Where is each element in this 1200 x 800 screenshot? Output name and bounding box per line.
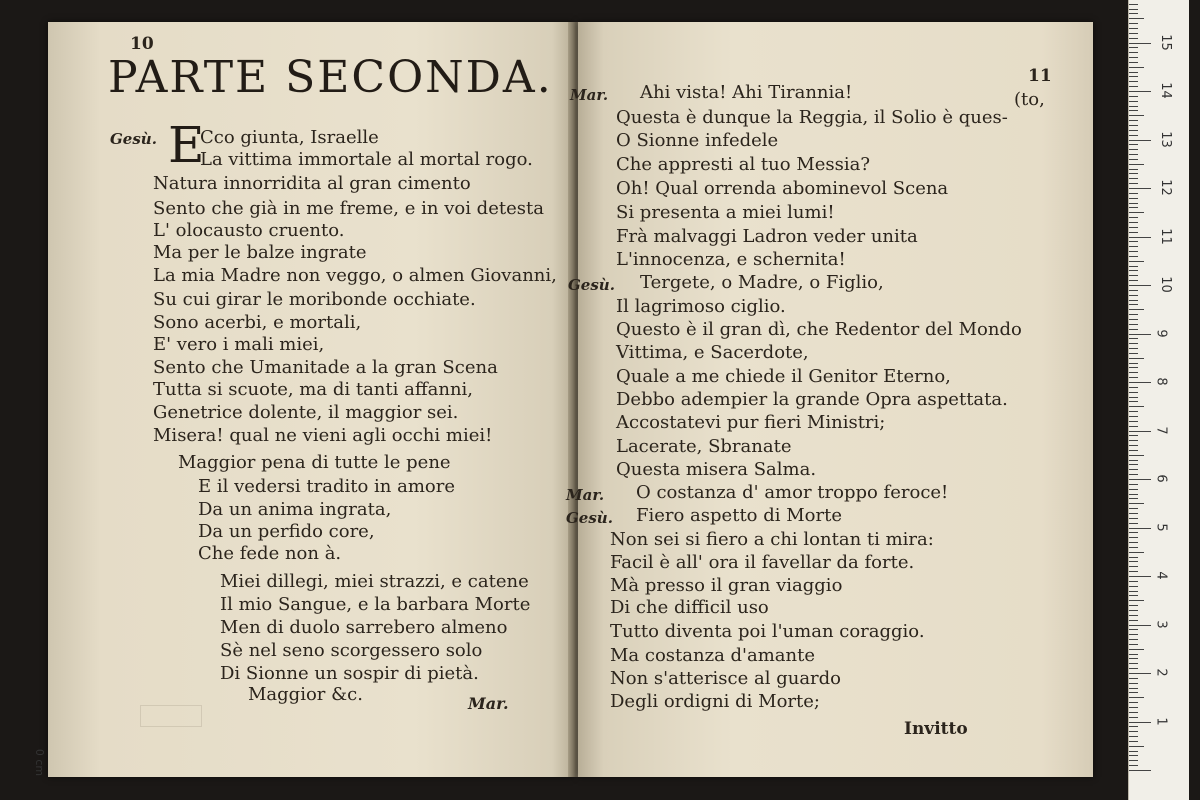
verse-line: Sono acerbi, e mortali, — [153, 312, 362, 333]
library-stamp — [140, 705, 202, 727]
ruler-tick — [1129, 639, 1138, 640]
ruler-tick — [1129, 144, 1138, 145]
ruler-tick — [1129, 489, 1138, 490]
ruler-tick — [1129, 125, 1138, 126]
ruler-tick — [1129, 644, 1138, 645]
verse-line: Sè nel seno scorgessero solo — [220, 640, 483, 661]
verse-line: O Sionne infedele — [616, 130, 779, 151]
ruler-tick — [1129, 140, 1151, 141]
ruler-tick — [1129, 135, 1138, 136]
open-book — [48, 22, 1093, 777]
ruler-tick — [1129, 149, 1138, 150]
ruler-tick — [1129, 455, 1144, 456]
ruler-tick — [1129, 377, 1138, 378]
ruler-tick — [1129, 372, 1138, 373]
ruler-number: 6 — [1153, 474, 1169, 483]
ruler-tick — [1129, 47, 1138, 48]
ruler-tick — [1129, 101, 1138, 102]
ruler-tick — [1129, 532, 1138, 533]
ruler-tick — [1129, 460, 1138, 461]
ruler-tick — [1129, 629, 1138, 630]
ruler-tick — [1129, 334, 1151, 335]
ruler-tick — [1129, 164, 1144, 165]
ruler-tick — [1129, 615, 1138, 616]
verse-line: Debbo adempier la grande Opra aspettata. — [616, 389, 1008, 410]
ruler-tick — [1129, 290, 1138, 291]
verse-line: Mà presso il gran viaggio — [610, 575, 843, 596]
verse-line: Vittima, e Sacerdote, — [616, 342, 809, 363]
ruler-tick — [1129, 668, 1138, 669]
ruler-tick — [1129, 741, 1138, 742]
verse-line: Di che difficil uso — [610, 597, 769, 618]
verse-line: Maggior pena di tutte le pene — [178, 452, 451, 473]
ruler-tick — [1129, 673, 1151, 674]
verse-line: Accostatevi pur fieri Ministri; — [616, 412, 886, 433]
ruler-tick — [1129, 173, 1138, 174]
ruler-number: 1 — [1153, 716, 1169, 726]
ruler-tick — [1129, 416, 1138, 417]
ruler-tick — [1129, 591, 1138, 592]
ruler-tick — [1129, 678, 1138, 679]
ruler-number: 4 — [1153, 571, 1169, 580]
verse-line: Non s'atterisce al guardo — [610, 668, 842, 689]
verse-line: Frà malvaggi Ladron veder unita — [616, 226, 918, 247]
ruler-tick — [1129, 227, 1138, 228]
verse-line: Genetrice dolente, il maggior sei. — [153, 402, 459, 423]
speaker-label: Gesù. — [568, 276, 615, 294]
ruler-tick — [1129, 736, 1138, 737]
ruler-tick — [1129, 620, 1138, 621]
ruler-tick — [1129, 43, 1151, 44]
ruler-tick — [1129, 528, 1151, 529]
verse-line: O costanza d' amor troppo feroce! — [636, 482, 949, 503]
ruler-tick — [1129, 552, 1144, 553]
speaker-label: Mar. — [570, 86, 609, 104]
ruler-tick — [1129, 411, 1138, 412]
ruler-tick — [1129, 760, 1138, 761]
ruler-tick — [1129, 324, 1138, 325]
ruler-tick — [1129, 513, 1138, 514]
verse-line: Di Sionne un sospir di pietà. — [220, 663, 479, 684]
verse-line: Facil è all' ora il favellar da forte. — [610, 552, 915, 573]
ruler-tick — [1129, 440, 1138, 441]
ruler-tick — [1129, 67, 1144, 68]
verse-line: Sento che Umanitade a la gran Scena — [153, 357, 498, 378]
ruler-tick — [1129, 154, 1138, 155]
ruler-tick — [1129, 217, 1138, 218]
ruler-tick — [1129, 450, 1138, 451]
verse-line: Natura innorridita al gran cimento — [153, 173, 471, 194]
ruler-tick — [1129, 392, 1138, 393]
right-page — [566, 22, 1093, 777]
ruler-tick — [1129, 232, 1138, 233]
ruler-tick — [1129, 275, 1138, 276]
verse-line: Fiero aspetto di Morte — [636, 505, 842, 526]
ruler-tick — [1129, 600, 1144, 601]
ruler-tick — [1129, 663, 1138, 664]
verse-line: (to, — [1014, 89, 1045, 110]
ruler-number: 7 — [1153, 425, 1169, 435]
verse-line: Lacerate, Sbranate — [616, 436, 792, 457]
verse-line: Non sei si fiero a chi lontan ti mira: — [610, 529, 934, 550]
ruler-tick — [1129, 770, 1151, 771]
verse-line: Che fede non à. — [198, 543, 342, 564]
ruler-tick — [1129, 343, 1138, 344]
ruler-number: 14 — [1157, 82, 1173, 99]
ruler-tick — [1129, 246, 1138, 247]
ruler-tick — [1129, 474, 1138, 475]
ruler-tick — [1129, 726, 1138, 727]
ruler-tick — [1129, 285, 1151, 286]
ruler-tick — [1129, 581, 1138, 582]
ruler-tick — [1129, 751, 1138, 752]
page-title: PARTE SECONDA. — [108, 52, 553, 103]
ruler-tick — [1129, 731, 1138, 732]
ruler-tick — [1129, 494, 1138, 495]
ruler-tick — [1129, 300, 1138, 301]
ruler-tick — [1129, 38, 1138, 39]
left-page — [48, 22, 573, 777]
verse-line: Ma per le balze ingrate — [153, 242, 367, 263]
verse-line: Si presenta a miei lumi! — [616, 202, 835, 223]
ruler-tick — [1129, 237, 1151, 238]
verse-line: Il mio Sangue, e la barbara Morte — [220, 594, 531, 615]
ruler-tick — [1129, 688, 1138, 689]
verse-line: Che appresti al tuo Messia? — [616, 154, 871, 175]
ruler-tick — [1129, 683, 1138, 684]
ruler-tick — [1129, 348, 1138, 349]
verse-line: Da un anima ingrata, — [198, 499, 392, 520]
ruler-tick — [1129, 363, 1138, 364]
ruler-tick — [1129, 426, 1138, 427]
ruler-number: 12 — [1157, 179, 1173, 196]
ruler-tick — [1129, 707, 1138, 708]
ruler-number: 9 — [1153, 328, 1169, 338]
ruler-tick — [1129, 702, 1138, 703]
drop-cap: E — [168, 116, 205, 174]
verse-line: Ahi vista! Ahi Tirannia! — [640, 82, 853, 103]
ruler-tick — [1129, 435, 1138, 436]
ruler-tick — [1129, 576, 1151, 577]
ruler-tick — [1129, 9, 1138, 10]
ruler-tick — [1129, 484, 1138, 485]
ruler-tick — [1129, 479, 1151, 480]
ruler-tick — [1129, 722, 1151, 723]
ruler-tick — [1129, 23, 1138, 24]
ruler-tick — [1129, 266, 1138, 267]
ruler-tick — [1129, 610, 1138, 611]
ruler-tick — [1129, 81, 1138, 82]
ruler-tick — [1129, 106, 1138, 107]
ruler-tick — [1129, 62, 1138, 63]
speaker-label: Mar. — [566, 486, 605, 504]
verse-line: Tergete, o Madre, o Figlio, — [640, 272, 884, 293]
ruler-tick — [1129, 537, 1138, 538]
verse-line: E' vero i mali miei, — [153, 334, 325, 355]
ruler-tick — [1129, 595, 1138, 596]
ruler-tick — [1129, 717, 1138, 718]
ruler-tick — [1129, 188, 1151, 189]
ruler-tick — [1129, 401, 1138, 402]
ruler-tick — [1129, 338, 1138, 339]
ruler-tick — [1129, 169, 1138, 170]
verse-line: Questa è dunque la Reggia, il Solio è ques- — [616, 107, 1008, 128]
verse-line: Ma costanza d'amante — [610, 645, 816, 666]
ruler-tick — [1129, 755, 1138, 756]
speaker-label: Gesù. — [110, 130, 157, 148]
ruler-tick — [1129, 353, 1138, 354]
ruler-tick — [1129, 222, 1138, 223]
ruler-tick — [1129, 431, 1151, 432]
ruler-number: 3 — [1153, 619, 1169, 629]
ruler-tick — [1129, 314, 1138, 315]
catchword: Mar. — [468, 694, 509, 713]
verse-line: Degli ordigni di Morte; — [610, 691, 820, 712]
verse-line: Tutta si scuote, ma di tanti affanni, — [153, 379, 474, 400]
verse-line: Quale a me chiede il Genitor Eterno, — [616, 366, 951, 387]
ruler-tick — [1129, 18, 1144, 19]
ruler-tick — [1129, 178, 1138, 179]
ruler-tick — [1129, 586, 1138, 587]
verse-line: Su cui girar le moribonde occhiate. — [153, 289, 476, 310]
ruler-tick — [1129, 712, 1138, 713]
ruler-tick — [1129, 358, 1144, 359]
measuring-ruler — [1128, 0, 1189, 800]
ruler-tick — [1129, 406, 1144, 407]
ruler-tick — [1129, 382, 1151, 383]
ruler-tick — [1129, 110, 1138, 111]
page-number-left: 10 — [130, 34, 154, 54]
ruler-tick — [1129, 183, 1138, 184]
ruler-tick — [1129, 207, 1138, 208]
ruler-tick — [1129, 508, 1138, 509]
ruler-tick — [1129, 697, 1144, 698]
ruler-tick — [1129, 654, 1138, 655]
verse-line: Maggior &c. — [248, 684, 363, 705]
ruler-tick — [1129, 76, 1138, 77]
verse-line: Da un perfido core, — [198, 521, 375, 542]
ruler-tick — [1129, 557, 1138, 558]
ruler-tick — [1129, 765, 1138, 766]
ruler-tick — [1129, 566, 1138, 567]
verse-line: Tutto diventa poi l'uman coraggio. — [610, 621, 925, 642]
ruler-tick — [1129, 542, 1138, 543]
ruler-zero-label: 0 cm — [33, 748, 47, 777]
ruler-tick — [1129, 52, 1138, 53]
ruler-tick — [1129, 387, 1138, 388]
ruler-tick — [1129, 421, 1138, 422]
ruler-tick — [1129, 329, 1138, 330]
ruler-tick — [1129, 251, 1138, 252]
ruler-tick — [1129, 625, 1151, 626]
ruler-tick — [1129, 57, 1138, 58]
verse-line: Cco giunta, Israelle — [200, 127, 379, 148]
ruler-tick — [1129, 692, 1138, 693]
verse-line: Questo è il gran dì, che Redentor del Mondo — [616, 319, 1022, 340]
ruler-tick — [1129, 86, 1138, 87]
ruler-tick — [1129, 256, 1138, 257]
ruler-tick — [1129, 241, 1138, 242]
ruler-tick — [1129, 159, 1138, 160]
ruler-tick — [1129, 193, 1138, 194]
ruler-tick — [1129, 746, 1144, 747]
ruler-number: 5 — [1153, 522, 1169, 532]
ruler-tick — [1129, 270, 1138, 271]
verse-line: Miei dillegi, miei strazzi, e catene — [220, 571, 529, 592]
page-number-right: 11 — [1028, 66, 1052, 86]
ruler-tick — [1129, 469, 1138, 470]
ruler-number: 2 — [1153, 668, 1169, 677]
ruler-tick — [1129, 280, 1138, 281]
ruler-tick — [1129, 72, 1138, 73]
ruler-tick — [1129, 547, 1138, 548]
ruler-tick — [1129, 198, 1138, 199]
verse-line: Questa misera Salma. — [616, 459, 817, 480]
ruler-tick — [1129, 13, 1138, 14]
ruler-tick — [1129, 658, 1138, 659]
ruler-number: 15 — [1157, 33, 1173, 51]
ruler-tick — [1129, 4, 1138, 5]
ruler-number: 11 — [1157, 227, 1173, 245]
ruler-tick — [1129, 464, 1138, 465]
verse-line: Men di duolo sarrebero almeno — [220, 617, 508, 638]
verse-line: Misera! qual ne vieni agli occhi miei! — [153, 425, 493, 446]
ruler-tick — [1129, 498, 1138, 499]
verse-line: E il vedersi tradito in amore — [198, 476, 456, 497]
ruler-tick — [1129, 28, 1138, 29]
ruler-tick — [1129, 130, 1138, 131]
ruler-tick — [1129, 523, 1138, 524]
ruler-tick — [1129, 96, 1138, 97]
speaker-label: Gesù. — [566, 509, 613, 527]
ruler-tick — [1129, 319, 1138, 320]
verse-line: La vittima immortale al mortal rogo. — [200, 149, 533, 170]
verse-line: L' olocausto cruento. — [153, 220, 345, 241]
ruler-tick — [1129, 561, 1138, 562]
ruler-tick — [1129, 518, 1138, 519]
ruler-tick — [1129, 634, 1138, 635]
ruler-tick — [1129, 91, 1151, 92]
verse-line: Sento che già in me freme, e in voi detesta — [153, 198, 544, 219]
ruler-tick — [1129, 120, 1138, 121]
ruler-tick — [1129, 203, 1138, 204]
ruler-tick — [1129, 261, 1144, 262]
ruler-tick — [1129, 309, 1144, 310]
verse-line: Oh! Qual orrenda abominevol Scena — [616, 178, 949, 199]
ruler-tick — [1129, 503, 1144, 504]
catchword: Invitto — [904, 719, 968, 739]
ruler-tick — [1129, 649, 1144, 650]
ruler-tick — [1129, 304, 1138, 305]
ruler-tick — [1129, 212, 1144, 213]
ruler-number: 13 — [1157, 130, 1173, 148]
ruler-tick — [1129, 367, 1138, 368]
ruler-number: 8 — [1153, 377, 1169, 386]
verse-line: Il lagrimoso ciglio. — [616, 296, 786, 317]
ruler-tick — [1129, 115, 1144, 116]
ruler-tick — [1129, 605, 1138, 606]
verse-line: La mia Madre non veggo, o almen Giovanni, — [153, 265, 557, 286]
ruler-tick — [1129, 295, 1138, 296]
ruler-tick — [1129, 33, 1138, 34]
ruler-number: 10 — [1157, 276, 1173, 293]
verse-line: L'innocenza, e schernita! — [616, 249, 846, 270]
ruler-tick — [1129, 445, 1138, 446]
ruler-tick — [1129, 397, 1138, 398]
ruler-tick — [1129, 571, 1138, 572]
